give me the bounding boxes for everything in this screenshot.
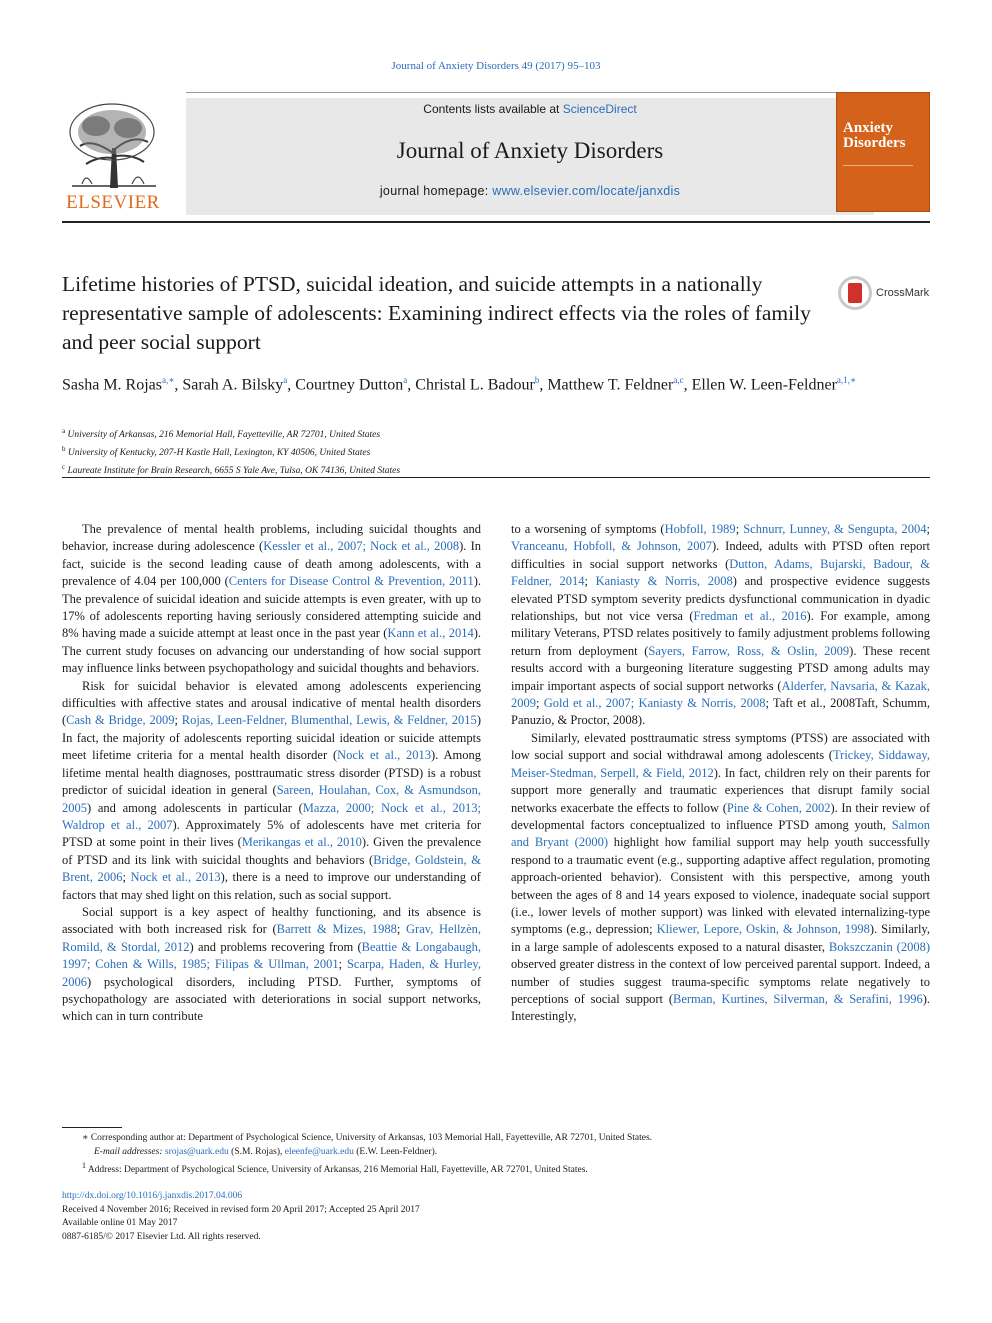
email-footnote xyxy=(62,1146,930,1160)
contents-line xyxy=(186,102,874,116)
affiliation-text: University of Kentucky, 207-H Kastle Hall, Lexington, KY 40506, United States xyxy=(67,448,371,459)
body-text: ). For example, among military Veterans, PTSD relates positively to family adjustment problems following return from deployment ( xyxy=(511,609,930,658)
author-name: Sasha M. Rojas xyxy=(62,376,162,394)
paragraph xyxy=(511,730,930,1026)
cover-title: Anxiety Disorders xyxy=(843,120,906,151)
body-text: ). Similarly, in a large sample of adolescents exposed to a natural disaster, xyxy=(511,922,930,954)
affiliation-mark: c xyxy=(62,463,66,472)
body-text: The prevalence of mental health problems, including suicidal thoughts and behavior, increase during adolescence ( xyxy=(62,522,481,554)
header-bottom-rule xyxy=(62,221,930,223)
affiliation-text: Laureate Institute for Brain Research, 6655 S Yale Ave, Tulsa, OK 74136, United States xyxy=(67,466,401,477)
body-text: observed greater distress in the context of low perceived parental support. Indeed, a number of studies suggest trauma-specific symptoms relate negatively to perceptions of social support ( xyxy=(511,957,930,1006)
body-text: ) and problems recovering from ( xyxy=(189,939,362,954)
address-mark: 1 xyxy=(82,1161,86,1170)
citation-link[interactable]: Kessler et al., 2007; Nock et al., 2008 xyxy=(263,539,460,554)
elsevier-logo[interactable] xyxy=(62,98,164,216)
article-metadata xyxy=(62,1190,930,1244)
section-divider xyxy=(62,477,930,478)
citation-link[interactable]: Cash & Bridge, 2009 xyxy=(66,713,175,728)
body-text: ). The current study focuses on advancing our understanding of how social support may influence links between psychopathology and suicidal thoughts and behaviors. xyxy=(62,626,481,676)
online-date: Available online 01 May 2017 xyxy=(62,1218,178,1228)
body-text: ; xyxy=(396,922,407,937)
elsevier-tree-icon xyxy=(62,98,164,190)
citation-link[interactable]: Mazza, 2000; Nock et al., 2013; Waldrop et al., 2007 xyxy=(62,800,482,832)
body-text: ; xyxy=(122,870,131,885)
author-affiliation-mark[interactable]: a,1,∗ xyxy=(836,375,857,385)
author-affiliation-mark[interactable]: a xyxy=(403,375,408,385)
body-text: ). Approximately 5% of adolescents have met criteria for PTSD at some point in their lives ( xyxy=(62,817,481,850)
homepage-prefix: journal homepage: xyxy=(379,184,493,198)
corresponding-footnote xyxy=(62,1132,930,1146)
journal-title: Journal of Anxiety Disorders xyxy=(396,138,664,163)
body-text: ). In fact, children rely on their parents for support more generally and traumatic experiences that disrupt family social networks exacerbate the effects to follow ( xyxy=(511,765,930,815)
citation-link[interactable]: Dutton, Adams, Bujarski, Badour, & Feldner, 2014 xyxy=(511,556,930,589)
body-text: ; xyxy=(338,957,347,972)
body-text: ). The prevalence of suicidal ideation and suicide attempts is even greater, with up to 17% of adolescents reporting having seriously considered attempting suicide and 8% having made a suicide attempt at least once in the past year ( xyxy=(62,574,481,641)
citation-link[interactable]: Nock et al., 2013 xyxy=(130,870,221,885)
received-dates: Received 4 November 2016; Received in revised form 20 April 2017; Accepted 25 April 2017 xyxy=(62,1204,420,1215)
author-affiliation-mark[interactable]: a,∗ xyxy=(162,375,175,385)
email-link-rojas[interactable]: srojas@uark.edu xyxy=(164,1146,229,1157)
author-name: Christal L. Badour xyxy=(415,376,535,394)
affiliation xyxy=(62,460,922,478)
citation-link[interactable]: Trickey, Siddaway, Meiser-Stedman, Serpell, & Field, 2012 xyxy=(511,748,930,780)
body-text: Similarly, elevated posttraumatic stress symptoms (PTSS) are associated with low social support and social withdrawal among adolescents ( xyxy=(511,730,930,763)
email-label: E-mail addresses: xyxy=(94,1146,163,1157)
author-name: Courtney Dutton xyxy=(295,376,404,394)
affiliation xyxy=(62,424,922,442)
citation-link[interactable]: Alderfer, Navsaria, & Kazak, 2009 xyxy=(511,678,930,711)
body-text: ; xyxy=(536,696,544,711)
body-text: ). Indeed, adults with PTSD often report difficulties in social support networks ( xyxy=(511,539,930,571)
body-column-left xyxy=(62,521,481,1026)
footnotes xyxy=(62,1132,930,1178)
body-text: ; Taft et al., 2008Taft, Schumm, Panuzio, & Proctor, 2008). xyxy=(511,696,930,728)
email-name-leenfeldner: (E.W. Leen-Feldner). xyxy=(353,1146,438,1157)
author-affiliation-mark[interactable]: a xyxy=(283,375,288,385)
article-title: Lifetime histories of PTSD, suicidal ideation, and suicide attempts in a nationally representative sample of adolescents: Examining indirect effects via the roles of family and peer social support xyxy=(62,272,811,354)
affiliation xyxy=(62,442,922,460)
body-text: ; xyxy=(584,574,596,589)
body-text: ). Interestingly, xyxy=(511,991,930,1024)
cover-decoration xyxy=(843,165,913,195)
body-text: to a worsening of symptoms ( xyxy=(511,522,665,536)
body-text: ; xyxy=(926,522,930,536)
body-text: ). Among lifetime mental health diagnoses, posttraumatic stress disorder (PTSD) is a robust predictor of suicidal ideation in general ( xyxy=(62,748,481,798)
body-text: ; xyxy=(174,713,182,728)
body-text: ), there is a need to improve our understanding of factors that may shed light on this relation, such as social support. xyxy=(62,870,481,902)
citation-link[interactable]: Sareen, Houlahan, Cox, & Asmundson, 2005 xyxy=(62,783,481,815)
email-link-leenfeldner[interactable]: eleenfe@uark.edu xyxy=(284,1146,354,1157)
citation-link[interactable]: Schnurr, Lunney, & Sengupta, 2004 xyxy=(743,522,927,536)
body-text: ) and prospective evidence suggests elevated PTSD symptom severity predicts dysfunctional communication in dyadic relationships, but not vice versa ( xyxy=(511,574,930,624)
sciencedirect-link[interactable]: ScienceDirect xyxy=(562,102,637,116)
paragraph xyxy=(62,904,481,1026)
author-affiliation-mark[interactable]: b xyxy=(534,375,540,385)
elsevier-wordmark: ELSEVIER xyxy=(66,192,160,213)
address-text: Address: Department of Psychological Science, University of Arkansas, 216 Memorial Hall, Fayetteville, AR 72701, United States. xyxy=(87,1165,588,1176)
body-text: highlight how familial support may help youth successfully respond to a traumatic event (e.g., supporting adaptive affect regulation, promoting approach-oriented behavior). Consistent with this perspective, among youth between the ages of 8 and 14 years exposed to violence, inadequate social support (i.e., lower levels of mother support) was linked with elevated internalizing-type symptoms (e.g., depression; xyxy=(511,835,930,937)
citation-link[interactable]: Gold et al., 2007; Kaniasty & Norris, 2008 xyxy=(543,696,766,711)
citation-link[interactable]: Merikangas et al., 2010 xyxy=(241,835,362,850)
citation-link[interactable]: Salmon and Bryant (2000) xyxy=(511,817,930,850)
citation-link[interactable]: Grav, Hellzèn, Romild, & Stordal, 2012 xyxy=(62,922,482,954)
body-text: Social support is a key aspect of healthy functioning, and its absence is associated with both increased risk for ( xyxy=(62,904,481,937)
homepage-link[interactable]: www.elsevier.com/locate/janxdis xyxy=(492,184,681,198)
paragraph xyxy=(511,521,930,730)
header-center-panel xyxy=(186,98,874,215)
citation-link[interactable]: Fredman et al., 2016 xyxy=(693,609,807,624)
citation-link[interactable]: Rojas, Leen-Feldner, Blumenthal, Lewis, & Feldner, 2015 xyxy=(181,713,477,728)
corresponding-text: Corresponding author at: Department of Psychological Science, University of Arkansas, 103 Memorial Hall, Fayetteville, AR 72701, United States. xyxy=(90,1133,653,1143)
citation-link[interactable]: Barrett & Mizes, 1988 xyxy=(276,922,397,937)
journal-citation[interactable]: Journal of Anxiety Disorders 49 (2017) 95–103 xyxy=(391,60,601,72)
body-text: ). These recent results accord with a burgeoning literature suggesting PTSD among adults may impair important aspects of social support networks ( xyxy=(511,643,930,693)
citation-link[interactable]: Sayers, Farrow, Ross, & Oslin, 2009 xyxy=(648,643,850,658)
journal-header xyxy=(62,92,930,222)
body-text: ) and among adolescents in particular ( xyxy=(87,800,303,815)
citation-link[interactable]: Pine & Cohen, 2002 xyxy=(726,800,831,815)
body-text: ; xyxy=(735,522,744,536)
citation-link[interactable]: Scarpa, Haden, & Hurley, 2006 xyxy=(62,957,481,989)
body-text: ). Given the prevalence of PTSD and its link with suicidal thoughts and behaviors ( xyxy=(62,835,481,867)
paragraph xyxy=(62,521,481,678)
affiliation-text: University of Arkansas, 216 Memorial Hall, Fayetteville, AR 72701, United States xyxy=(67,430,381,441)
author-name: Matthew T. Feldner xyxy=(547,376,674,394)
citation-link[interactable]: Hobfoll, 1989 xyxy=(664,522,736,536)
affiliation-mark: b xyxy=(62,445,66,454)
contents-prefix: Contents lists available at xyxy=(423,102,563,116)
email-name-rojas: (S.M. Rojas), xyxy=(228,1146,285,1157)
crossmark-badge[interactable] xyxy=(838,276,932,312)
journal-cover-thumbnail[interactable] xyxy=(836,92,930,212)
crossmark-bookmark-icon xyxy=(848,283,862,303)
author-name: Sarah A. Bilsky xyxy=(182,376,284,394)
author-list: Sasha M. Rojas$^{a,∗}$, Sarah A. Bilsky$^a$, Courtney Dutton$^a$, Christal L. Badour$^b$, Matthew T. Feldner$^{a,c}$, Ellen W. Leen-Feldner$^{a,1,∗}$ xyxy=(62,375,857,394)
author-affiliation-mark[interactable]: a,c xyxy=(673,375,684,385)
citation-link[interactable]: Kaniasty & Norris, 2008 xyxy=(595,574,733,589)
corresponding-mark: ∗ xyxy=(82,1133,89,1143)
body-text: Risk for suicidal behavior is elevated among adolescents experiencing difficulties with affective states and arousal indicative of mental health disorders ( xyxy=(62,678,481,728)
body-text: ) In fact, the majority of adolescents reporting suicidal ideation or suicide attempts meet lifetime criteria for a mental health disorder ( xyxy=(62,713,481,763)
homepage-line xyxy=(186,184,874,198)
footnote-rule xyxy=(62,1127,122,1128)
citation-link[interactable]: Beattie & Longabaugh, 1997; Cohen & Wills, 1985; Filipas & Ullman, 2001 xyxy=(62,939,481,972)
author-name: Ellen W. Leen-Feldner xyxy=(691,376,837,394)
doi-link[interactable]: http://dx.doi.org/10.1016/j.janxdis.2017.04.006 xyxy=(62,1191,243,1201)
copyright: 0887-6185/© 2017 Elsevier Ltd. All rights reserved. xyxy=(62,1231,261,1242)
body-text: ) psychological disorders, including PTSD. Further, symptoms of psychopathology are associated with deteriorations in social support networks, which can in turn contribute xyxy=(62,974,481,1024)
citation-link[interactable]: Berman, Kurtines, Silverman, & Serafini, 1996 xyxy=(672,991,923,1006)
affiliation-mark: a xyxy=(62,427,66,435)
header-top-rule xyxy=(186,92,874,93)
body-text: ). In their review of developmental factors conceptualized to influence PTSD among youth, xyxy=(511,800,930,832)
citation-link[interactable]: Vranceanu, Hobfoll, & Johnson, 2007 xyxy=(511,539,712,554)
citation-link[interactable]: Kann et al., 2014 xyxy=(387,626,474,641)
paragraph xyxy=(62,678,481,904)
body-column-right xyxy=(511,521,930,1026)
crossmark-label: CrossMark xyxy=(876,287,930,299)
affiliation-list xyxy=(62,424,922,478)
citation-link[interactable]: Bokszczanin (2008) xyxy=(828,939,930,954)
citation-link[interactable]: Nock et al., 2013 xyxy=(337,748,432,763)
body-text: ). In fact, suicide is the second leading cause of death among adolescents, with a prevalence of 4.04 per 100,000 ( xyxy=(62,539,481,589)
citation-link[interactable]: Bridge, Goldstein, & Brent, 2006 xyxy=(62,852,481,885)
citation-link[interactable]: Kliewer, Lepore, Oskin, & Johnson, 1998 xyxy=(656,922,870,937)
citation-link[interactable]: Centers for Disease Control & Prevention, 2011 xyxy=(228,574,474,589)
address-footnote xyxy=(62,1159,930,1178)
